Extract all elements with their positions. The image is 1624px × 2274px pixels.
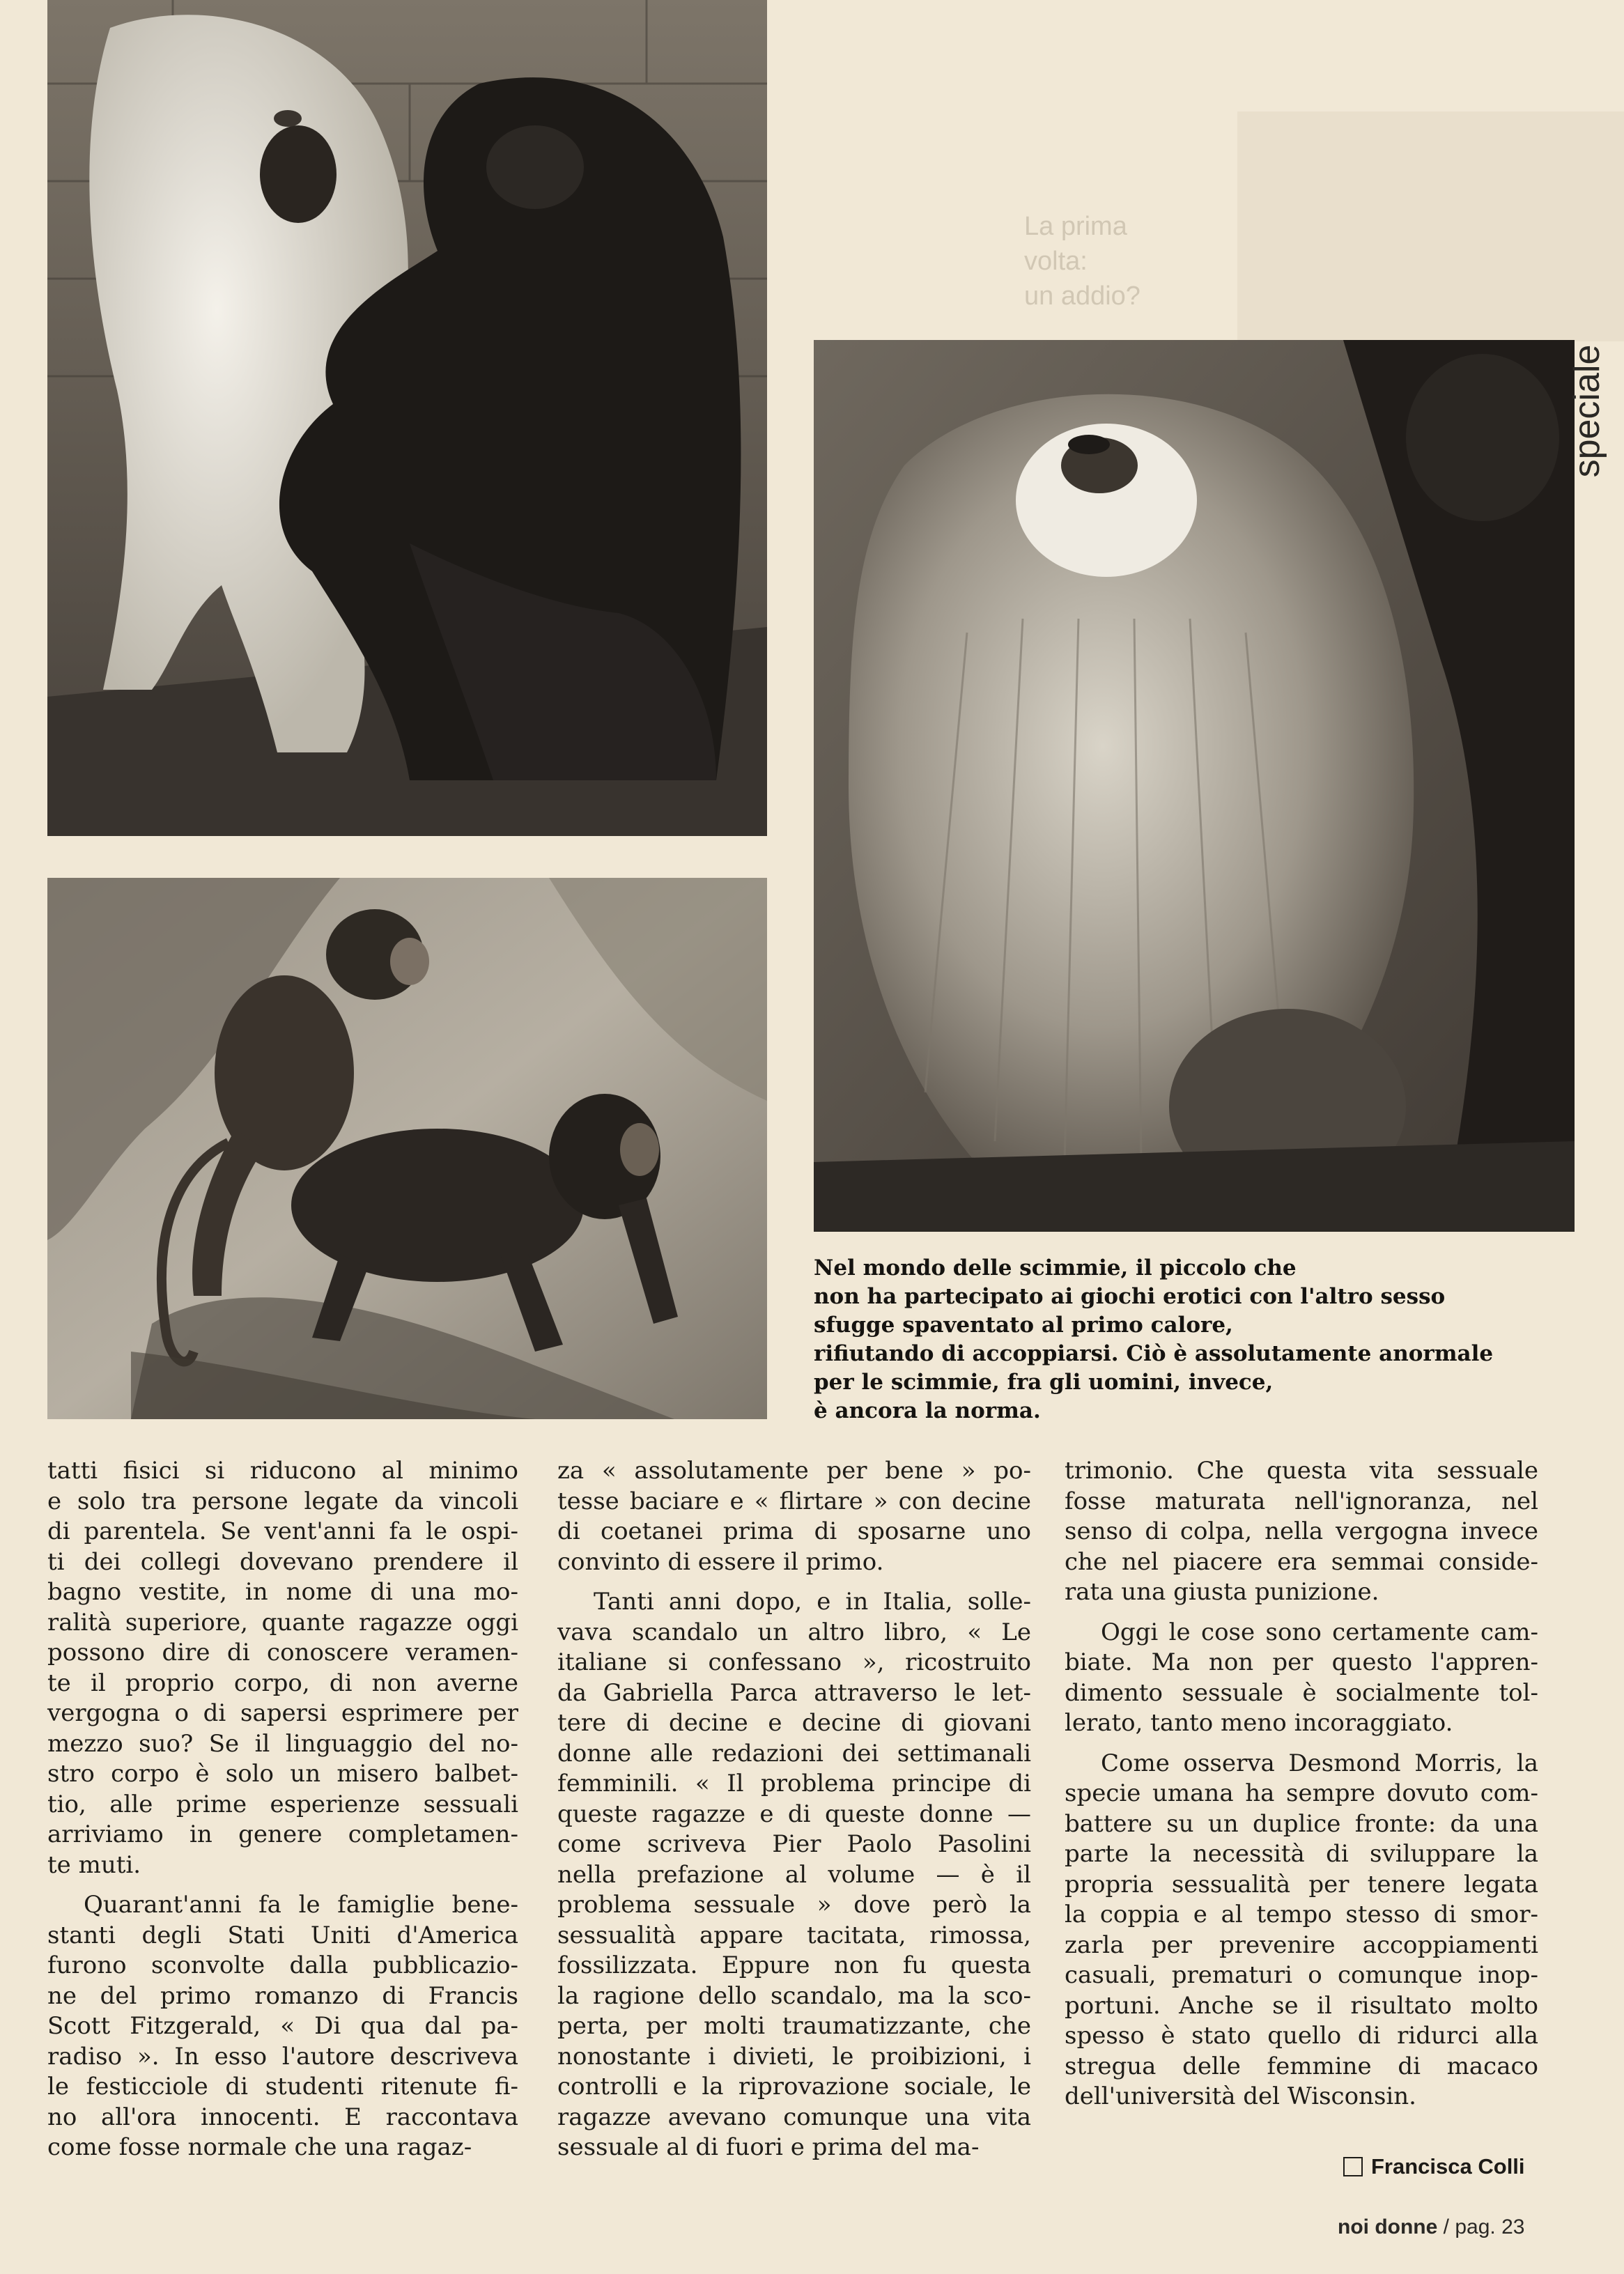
article-line: ne del primo romanzo di Francis [47,1981,518,2010]
caption-line: rifiutando di accoppiarsi. Ciò è assolutamente anormale [814,1341,1494,1366]
article-line: vergogna o di sapersi esprimere per [47,1699,518,1727]
article-line: spesso è stato quello di ridurci alla [1065,2022,1538,2050]
article-line: Quarant'anni fa le famiglie bene- [84,1891,518,1919]
article-line: bagno vestite, in nome di una mo- [47,1578,518,1606]
article-line: convinto di essere il primo. [557,1547,884,1576]
article-line: le festicciole di studenti ritenute fi- [47,2073,518,2101]
article-line: di coetanei prima di sposarne uno [557,1517,1031,1545]
square-bullet-icon [1343,2157,1363,2176]
article-line: arriviamo in genere completamen- [47,1820,518,1848]
article-line: ragazze avevano comunque una vita [557,2103,1031,2131]
article-paragraph [1065,1749,1538,2112]
article-line: Scott Fitzgerald, « Di qua dal pa- [47,2012,518,2040]
article-line: tere di decine e decine di giovani [557,1709,1031,1737]
photo-monkeys [47,878,767,1419]
article-line: vava scandalo un altro libro, « Le [557,1618,1031,1646]
article-line: parte la necessità di sviluppare la [1065,1840,1538,1868]
article-line: femminili. « Il problema principe di [557,1770,1031,1797]
article-line: battere su un duplice fronte: da una [1065,1809,1538,1838]
article-line: biate. Ma non per questo l'appren- [1065,1648,1538,1676]
caption-line: per le scimmie, fra gli uomini, invece, [814,1370,1274,1395]
article-line: te il proprio corpo, di non averne [47,1669,518,1697]
article-line: nonostante i divieti, le proibizioni, i [557,2042,1031,2071]
article-line: dimento sessuale è socialmente tol- [1065,1678,1538,1707]
article-line: Tanti anni dopo, e in Italia, solle- [594,1588,1031,1616]
article-line: mezzo suo? Se il linguaggio del no- [47,1729,518,1758]
article-line: stanti degli Stati Uniti d'America [47,1921,518,1949]
article-line: specie umana ha sempre dovuto com- [1065,1779,1538,1807]
article-line: nella prefazione al volume — è il [557,1860,1031,1889]
article-line: possono dire di conoscere veramen- [47,1639,518,1666]
article-line: trimonio. Che questa vita sessuale [1065,1457,1538,1485]
caption-line: è ancora la norma. [814,1398,1041,1423]
article-line: furono sconvolte dalla pubblicazio- [47,1951,518,1979]
article-line: stregua delle femmine di macaco [1065,2052,1538,2080]
article-line: come fosse normale che una ragaz- [47,2133,472,2161]
page-number: pag. 23 [1455,2215,1525,2238]
article-line: ralità superiore, quante ragazze oggi [47,1608,518,1637]
bleed-through-line: un addio? [1024,281,1140,311]
article-line: tio, alle prime esperienze sessuali [47,1790,518,1818]
article-paragraph [47,1890,518,2163]
article-line: tatti fisici si riducono al minimo [47,1457,518,1485]
article-line: la coppia e al tempo stesso di smor- [1065,1901,1538,1928]
article-line: portuni. Anche se il risultato molto [1065,1991,1538,2020]
article-line: ti dei collegi dovevano prendere il [47,1547,518,1576]
photo-caption [814,1254,1580,1425]
article-line: radiso ». In esso l'autore descriveva [47,2042,518,2071]
article-line: te muti. [47,1850,141,1879]
article-line: Come osserva Desmond Morris, la [1101,1749,1538,1777]
article-line: zarla per prevenire accoppiamenti [1065,1931,1538,1959]
article-paragraph [557,1587,1031,2163]
photo-albino-gorilla [47,0,767,836]
author-name: Francisca Colli [1371,2154,1525,2179]
article-paragraph [1065,1618,1538,1739]
bleed-through-line: volta: [1024,247,1088,276]
bleed-through-box [1237,111,1624,341]
article-line: casuali, prematuri o comunque inop- [1065,1961,1538,1989]
article-paragraph [557,1456,1031,1577]
article-paragraph [1065,1456,1538,1608]
article-line: italiane si confessano », ricostruito [557,1648,1031,1676]
bleed-through-text [1024,209,1233,314]
page-footer [1338,2215,1524,2239]
article-line: perta, per molti traumatizzante, che [557,2012,1031,2040]
caption-line: Nel mondo delle scimmie, il piccolo che [814,1255,1297,1281]
article-line: tesse baciare e « flirtare » con decine [557,1487,1031,1515]
article-paragraph [47,1456,518,1880]
article-line: dell'università del Wisconsin. [1065,2082,1416,2110]
section-label: speciale [1567,344,1607,478]
photo-baboon [814,340,1575,1232]
article-line: sessuale al di fuori e prima del ma- [557,2133,980,2161]
article-line: queste ragazze e di queste donne — [557,1800,1031,1828]
article-line: stro corpo è solo un misero balbet- [47,1760,518,1788]
article-line: no all'ora innocenti. E raccontava [47,2103,518,2131]
photo-albino-gorilla-image [47,0,767,836]
article-line: controlli e la riprovazione sociale, le [557,2073,1031,2101]
article-line: Oggi le cose sono certamente cam- [1101,1618,1538,1646]
article-line: problema sessuale » dove però la [557,1891,1031,1919]
article-line: za « assolutamente per bene » po- [557,1457,1031,1485]
article-line: lerato, tanto meno incoraggiato. [1065,1709,1453,1737]
article-line: senso di colpa, nella vergogna invece [1065,1517,1538,1545]
article-line: di parentela. Se vent'anni fa le ospi- [47,1517,518,1545]
caption-line: sfugge spaventato al primo calore, [814,1313,1233,1338]
photo-baboon-image [814,340,1575,1232]
article-line: che nel piacere era semmai conside- [1065,1547,1538,1576]
caption-line: non ha partecipato ai giochi erotici con l'altro sesso [814,1284,1446,1309]
article-line: la ragione dello scandalo, ma la sco- [557,1981,1031,2010]
photo-monkeys-image [47,878,767,1419]
magazine-name: noi donne [1338,2215,1438,2238]
article-line: rata una giusta punizione. [1065,1578,1379,1606]
article-column-2 [557,1456,1031,2173]
article-line: fossilizzata. Eppure non fu questa [557,1951,1031,1979]
article-line: donne alle redazioni dei settimanali [557,1739,1031,1768]
article-line: propria sessualità per tenere legata [1065,1870,1538,1898]
footer-separator: / [1443,2215,1449,2238]
article-line: fosse maturata nell'ignoranza, nel [1065,1487,1538,1515]
article-line: come scriveva Pier Paolo Pasolini [557,1830,1031,1858]
article-line: sessualità appare tacitata, rimossa, [557,1921,1031,1949]
article-column-3 [1065,1456,1538,2122]
article-line: e solo tra persone legate da vincoli [47,1487,518,1515]
bleed-through-line: La prima [1024,212,1127,241]
article-line: da Gabriella Parca attraverso le let- [557,1678,1031,1707]
author-signature [1343,2154,1525,2179]
article-column-1 [47,1456,518,2173]
